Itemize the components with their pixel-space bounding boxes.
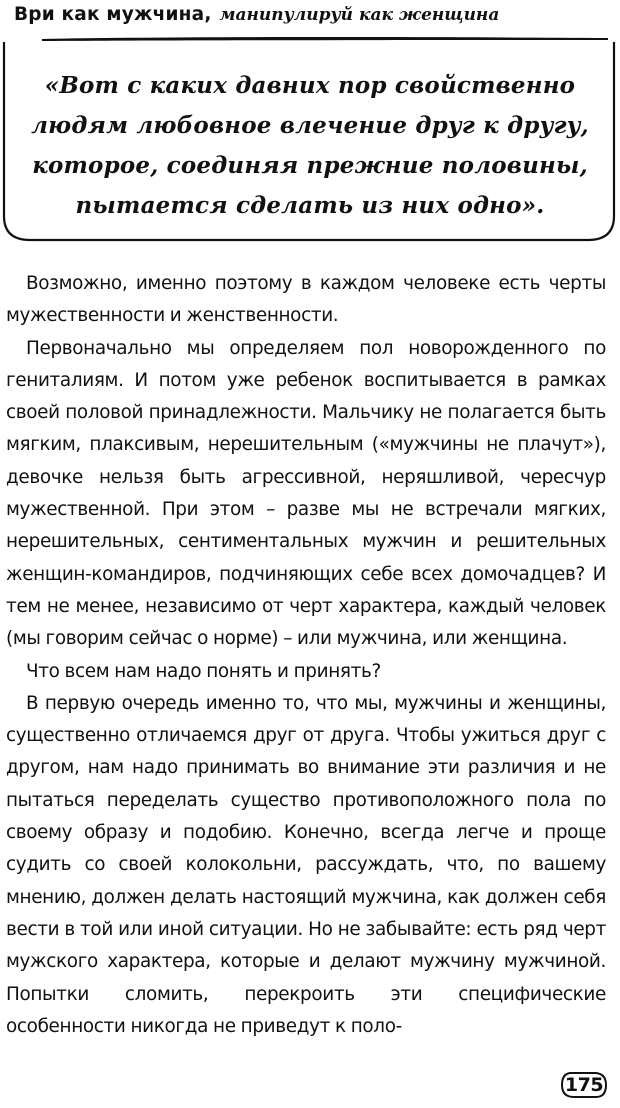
page-number-badge bbox=[560, 1070, 608, 1100]
paragraph: Возможно, именно поэтому в каждом человеке есть черты мужественности и женственности. bbox=[6, 273, 606, 327]
paragraph: Первоначально мы определяем пол новорожденного по гениталиям. И потом уже ребенок воспитывается в рамках своей половой принадлежности. Мальчику не полагается быть мягким, плаксивым, нерешительным («мужчины не плачут»), девочке нельзя быть агрессивной, неряшливой, чересчур мужественной. При этом – разве мы не встречали мягких, нерешительных, сентиментальных мужчин и решительных женщин-командиров, подчиняющих себе всех домочадцев? И тем не менее, независимо от черт характера, каждый человек (мы говорим сейчас о норме) – или мужчина, или женщина. bbox=[6, 337, 606, 650]
epigraph-quote-text: «Вот с каких давних пор свойственно людям любовное влечение друг к другу, которое, соединяя прежние половины, пытается сделать из них одно». bbox=[31, 72, 589, 219]
body-text bbox=[6, 268, 606, 1043]
epigraph-quote-box bbox=[2, 40, 616, 246]
running-header bbox=[14, 4, 610, 34]
header-book-title-left: Ври как мужчина bbox=[14, 4, 205, 25]
page-number: 175 bbox=[564, 1074, 604, 1096]
header-book-title-right: манипулируй как женщина bbox=[219, 5, 500, 25]
paragraph: В первую очередь именно то, что мы, мужчины и женщины, существенно отличаемся друг от друга. Чтобы ужиться друг с другом, нам надо принимать во внимание эти различия и не пытаться переделать существо противоположного пола по своему образу и подобию. Конечно, всегда легче и проще судить со своей колокольни, рассуждать, что, по вашему мнению, должен делать настоящий мужчина, как должен себя вести в той или иной ситуации. Но не забывайте: есть ряд черт мужского характера, которые и делают мужчину мужчиной. Попытки сломить, перекроить эти специфические особенности никогда не приведут к поло- bbox=[6, 692, 606, 1037]
header-separator: , bbox=[204, 4, 212, 25]
paragraph: Что всем нам надо понять и принять? bbox=[26, 660, 381, 682]
